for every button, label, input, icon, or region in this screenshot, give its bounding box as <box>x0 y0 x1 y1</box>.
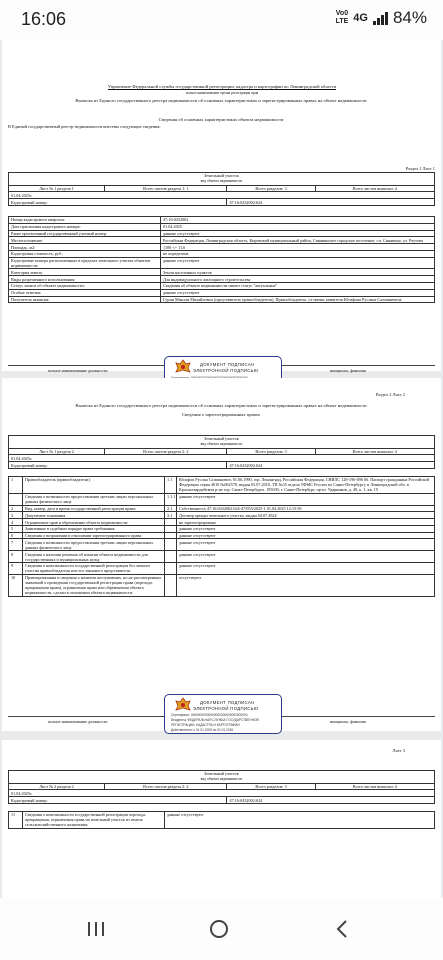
stamp-valid: Действителен: с 01.01.2025 по 01.01.2026 <box>171 728 234 732</box>
row-subnumber <box>165 525 177 532</box>
row-label: Площадь, м2: <box>9 244 161 251</box>
network-indicator <box>336 10 349 26</box>
cad-label: Кадастровый номер: <box>9 199 227 206</box>
row-subnumber <box>165 551 177 563</box>
row-label: Особые отметки: <box>9 289 161 296</box>
row-value: Российская Федерация, Ленинградская область, Кировский муниципальный район, Синявинское городское поселение, г.п. Синявино, ул. Реутова <box>161 237 435 244</box>
table-row <box>9 289 435 296</box>
e-signature-stamp <box>164 694 282 734</box>
cad-label: Кадастровый номер: <box>9 462 227 469</box>
row-label: Дата присвоения кадастрового номера: <box>9 223 161 230</box>
row-number: 7 <box>9 539 23 551</box>
row-value: данные отсутствуют <box>161 289 435 296</box>
row-label: Получатель выписки: <box>9 296 161 303</box>
section-label: Раздел 1 Лист 1 <box>405 166 435 171</box>
row-value: данные отсутствуют <box>177 493 435 505</box>
sheets-total: Всего листов выписки: 4 <box>315 185 434 192</box>
table-row <box>9 812 435 829</box>
row-value: Договор аренды земельного участка, выдан 04.07.2024 <box>177 512 435 519</box>
row-number: 1 <box>9 477 23 494</box>
stamp-line2: ЭЛЕКТРОННОЙ ПОДПИСЬЮ <box>193 368 259 373</box>
table-row <box>9 505 435 512</box>
extract-title: Выписка из Единого государственного реестра недвижимости об основных характеристиках и зарегистрированных правах на объект недвижимости <box>75 403 367 408</box>
table-row <box>9 296 435 303</box>
row-value: данные отсутствуют <box>177 539 435 551</box>
row-value: Сведения об объекте недвижимости имеют статус "актуальные" <box>161 283 435 290</box>
table-row <box>9 223 435 230</box>
home-icon[interactable] <box>207 918 231 940</box>
table-row <box>9 257 435 269</box>
status-time: 16:06 <box>21 9 67 29</box>
row-subnumber: 2.1 <box>165 505 177 512</box>
obj-caption: вид объекта недвижимости <box>9 442 435 448</box>
row-subnumber: 1.1 <box>165 477 177 494</box>
footer-name: инициалы, фамилия <box>330 368 366 373</box>
table-row <box>9 237 435 244</box>
row-subnumber: 1.1.1 <box>165 493 177 505</box>
sheets-section: Всего листов раздела 2: 2 <box>105 783 227 790</box>
row-label: Категория земель: <box>9 269 161 276</box>
sheet-no: Лист № 1 раздела 2 <box>9 448 105 455</box>
row-value: не зарегистрировано <box>177 519 435 526</box>
row-value: данные отсутствуют <box>161 257 435 269</box>
sections-count: Всего разделов: 3 <box>227 448 315 455</box>
sheets-total: Всего листов выписки: 4 <box>315 448 434 455</box>
row-subnumber <box>165 539 177 551</box>
row-label: Ранее присвоенный государственный учетный номер: <box>9 230 161 237</box>
sheets-section: Всего листов раздела 2: 2 <box>105 448 227 455</box>
row-number: 3 <box>9 512 23 519</box>
table-row <box>9 574 435 596</box>
row-number: 2 <box>9 505 23 512</box>
row-value: Гурин Максим Михайлович (представитель правообладателя), Правообладатель: от имени заявителя Юсифова Руслана Салманичича <box>161 296 435 303</box>
row-label: Сведения о наличии решения об изъятии объекта недвижимости для государственных и муниципальных нужд: <box>23 551 165 563</box>
row-label: Документы-основания <box>23 512 165 519</box>
back-icon[interactable] <box>331 918 355 940</box>
lte-label: LTE <box>335 18 349 25</box>
cad-value: 47:16:0432002:624 <box>227 462 435 469</box>
intro-text: В Единый государственный реестр недвижимости внесены следующие сведения: <box>8 124 161 129</box>
recent-apps-icon[interactable] <box>84 918 108 940</box>
row-label: Виды разрешенного использования: <box>9 276 161 283</box>
section-label: Лист 3 <box>392 748 405 753</box>
page-1 <box>2 40 441 371</box>
row-value: Юсифов Руслан Салманович, 01.06.1990, гор. Ленинград, Российская Федерация, СНИЛС 129-196-096 06. Паспорт гражданина Российской Федерации серия 4010 №062578, выдан 05.07.2010, ТП №35 отдела УФМС России по Санкт-Петербургу и Ленинградской обл. в Красногвардейском р-не гор. Санкт-Петербурга. 195030, г. Санкт-Петербург, пр-кт. Ударников, д. 49, к. 1, кв. 19 <box>177 477 435 494</box>
sheets-section: Всего листов раздела 1: 1 <box>105 185 227 192</box>
row-number: 4 <box>9 519 23 526</box>
row-label: Сведения о возможности предоставления третьим лицам персональных данных физического лица <box>23 493 165 505</box>
extract-date: 01.04.2025г. <box>9 455 435 462</box>
row-label: Местоположение: <box>9 237 161 244</box>
row-label: Кадастровые номера расположенных в пределах земельного участка объектов недвижимости: <box>9 257 161 269</box>
row-label: Сведения о невозможности государственной регистрации без личного участия правообладателя или его законного представителя: <box>23 563 165 575</box>
header-table <box>8 172 435 206</box>
row-value: 01.04.2025 <box>161 223 435 230</box>
page-2 <box>2 378 441 731</box>
table-row <box>9 512 435 519</box>
rights-table-cont <box>8 811 435 829</box>
row-value: данные отсутствуют <box>177 551 435 563</box>
navigation-bar <box>0 898 443 960</box>
row-subnumber: 3.1 <box>165 512 177 519</box>
row-label: Номер кадастрового квартала: <box>9 217 161 224</box>
document-viewer[interactable] <box>0 40 443 898</box>
sheets-total: Всего листов выписки: 4 <box>315 783 434 790</box>
row-value: отсутствуют <box>177 574 435 596</box>
extract-date: 01.04.2025г. <box>9 790 435 797</box>
table-row <box>9 539 435 551</box>
table-row <box>9 532 435 539</box>
row-value: Для индивидуального жилищного строительства <box>161 276 435 283</box>
cad-value: 47:16:0432002:624 <box>227 199 435 206</box>
header-table <box>8 435 435 469</box>
extract-subtitle: Сведения об основных характеристиках объекта недвижимости <box>158 117 284 122</box>
cad-value: 47:16:0432002:624 <box>227 797 435 804</box>
table-row <box>9 230 435 237</box>
row-subnumber <box>165 563 177 575</box>
table-row <box>9 519 435 526</box>
obj-type: Земельный участок <box>9 771 435 777</box>
row-label: Правообладатель (правообладатели): <box>23 477 165 494</box>
row-number: 9 <box>9 563 23 575</box>
row-subnumber <box>165 574 177 596</box>
extract-subtitle: Сведения о зарегистрированных правах <box>181 412 260 417</box>
row-number <box>9 493 23 505</box>
row-value: Собственность 47:16:0432002:624-47/053/2025-1 01.04.2025 12:15:50 <box>177 505 435 512</box>
table-row <box>9 283 435 290</box>
row-label: Правопритязания и сведения о наличии поступивших, но не рассмотренных заявлений о проведении государственной регистрации права (перехода, прекращения права), ограничения права или обременения объекта недвижимости, сделки в отношении объекта недвижимости: <box>23 574 165 596</box>
obj-type: Земельный участок <box>9 173 435 179</box>
row-value: 47:16:0432002 <box>161 217 435 224</box>
table-row <box>9 551 435 563</box>
obj-caption: вид объекта недвижимости <box>9 777 435 783</box>
stamp-cert: Сертификат: 00000000000000000000000000000000 <box>171 713 248 717</box>
rights-table <box>8 476 435 597</box>
footer-position: полное наименование должности <box>48 368 108 373</box>
table-row <box>9 493 435 505</box>
row-label: Ограничение прав и обременение объекта недвижимости: <box>23 519 165 526</box>
section-label: Раздел 2 Лист 2 <box>375 392 405 397</box>
footer-position: полное наименование должности <box>48 719 108 724</box>
agency-caption: полное наименование органа регистрации прав <box>185 91 259 95</box>
table-row <box>9 276 435 283</box>
row-subnumber <box>165 519 177 526</box>
row-value: данные отсутствуют <box>177 525 435 532</box>
row-value: данные отсутствуют <box>177 563 435 575</box>
cad-label: Кадастровый номер: <box>9 797 227 804</box>
row-number: 5 <box>9 525 23 532</box>
sections-count: Всего разделов: 3 <box>227 783 315 790</box>
row-value: не определена <box>161 250 435 257</box>
emblem-icon <box>173 358 193 376</box>
row-label: Заявленные в судебном порядке права требования: <box>23 525 165 532</box>
row-subnumber <box>165 532 177 539</box>
emblem-icon <box>173 696 193 714</box>
row-label: Статус записи об объекте недвижимости: <box>9 283 161 290</box>
table-row <box>9 563 435 575</box>
table-row <box>9 525 435 532</box>
row-value: данные отсутствуют <box>165 812 435 829</box>
stamp-line2: ЭЛЕКТРОННОЙ ПОДПИСЬЮ <box>193 706 259 711</box>
row-number: 11 <box>9 812 23 829</box>
status-icons <box>336 8 427 28</box>
agency-name: Управление Федеральной службы государственной регистрации, кадастра и картографии по Ленинградской области <box>107 84 337 89</box>
extract-date: 01.04.2025г. <box>9 192 435 199</box>
row-value: 1100 +/- 11,6 <box>161 244 435 251</box>
row-value: Земли населенных пунктов <box>161 269 435 276</box>
row-number: 6 <box>9 532 23 539</box>
volte-label: Vo0 <box>335 10 349 17</box>
signal-icon <box>373 11 388 25</box>
sections-count: Всего разделов: 3 <box>227 185 315 192</box>
extract-title: Выписка из Единого государственного реестра недвижимости об основных характеристиках и зарегистрированных правах на объект недвижимости <box>75 98 367 103</box>
row-number: 10 <box>9 574 23 596</box>
stamp-line1: ДОКУМЕНТ ПОДПИСАН <box>200 362 255 367</box>
row-label: Кадастровая стоимость, руб.: <box>9 250 161 257</box>
stamp-line1: ДОКУМЕНТ ПОДПИСАН <box>200 700 255 705</box>
row-label: Сведения о возможности предоставления третьим лицам персональных данных физического лица <box>23 539 165 551</box>
status-bar <box>0 0 443 40</box>
obj-caption: вид объекта недвижимости <box>9 179 435 185</box>
stamp-owner: Владелец: ФЕДЕРАЛЬНАЯ СЛУЖБА ГОСУДАРСТВЕННОЙ <box>171 718 259 722</box>
table-row <box>9 244 435 251</box>
row-label: Сведения о невозможности государственной регистрации перехода, прекращения, ограничения права на земельный участок из земель сельскохозяйственного назначения: <box>23 812 165 829</box>
characteristics-table <box>8 216 435 303</box>
obj-type: Земельный участок <box>9 436 435 442</box>
stamp-owner2: РЕГИСТРАЦИИ, КАДАСТРА И КАРТОГРАФИИ <box>171 723 240 727</box>
page-3 <box>2 740 441 898</box>
network-gen: 4G <box>353 12 368 24</box>
row-value: данные отсутствуют <box>161 230 435 237</box>
table-row <box>9 217 435 224</box>
row-number: 8 <box>9 551 23 563</box>
row-label: Сведения о возражении в отношении зарегистрированного права: <box>23 532 165 539</box>
sheet-no: Лист № 1 раздела 1 <box>9 185 105 192</box>
battery-level: 84% <box>392 8 427 27</box>
row-value: данные отсутствуют <box>177 532 435 539</box>
footer-name: инициалы, фамилия <box>330 719 366 724</box>
table-row <box>9 250 435 257</box>
sheet-no: Лист № 2 раздела 2 <box>9 783 105 790</box>
table-row <box>9 477 435 494</box>
table-row <box>9 269 435 276</box>
row-label: Вид, номер, дата и время государственной регистрации права: <box>23 505 165 512</box>
header-table <box>8 770 435 804</box>
